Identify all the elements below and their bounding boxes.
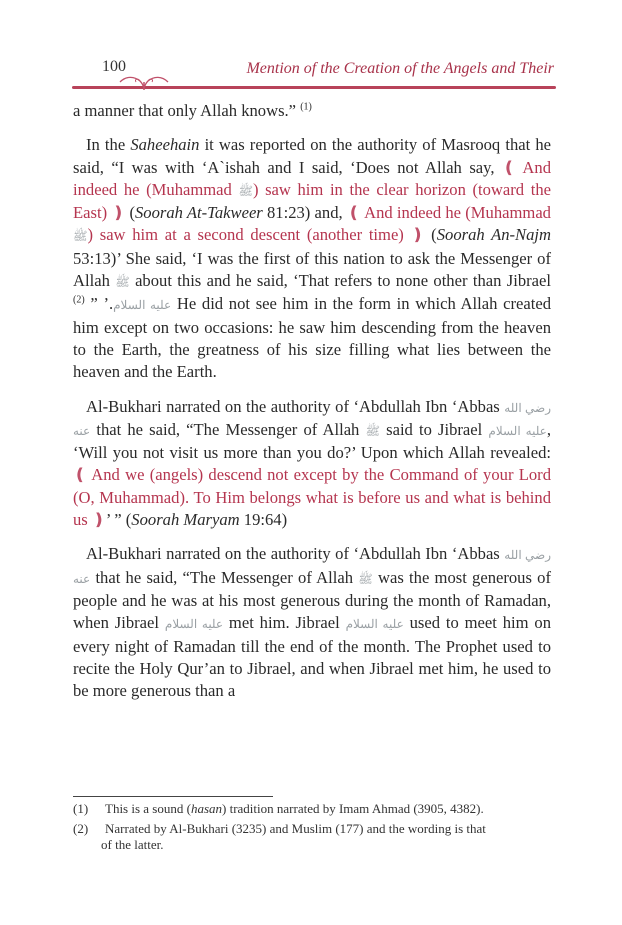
paragraph-masrooq: In the Saheehain it was reported on the authority of Masrooq that he said, “I was with ‘A`ishah and I said, ‘Does not Allah say, ❪ And indeed he (Muhammad ﷺ) saw him in the clear horizon (toward the East) ❫ (Soorah At-Takweer 81:23) and, ❪ And indeed he (Muhammad ﷺ) saw him at a second descent (another time) ❫ (Soorah An-Najm 53:13)’ She said, ‘I was the first of this nation to ask the Messenger of Allah ﷺ about this and he said, ‘That refers to none other than Jibrael عليه السلام.’ ” $^{(2)}$ He did not see him in the form in which Allah created him except on two occasions: he saw him descending from the heaven to the Earth, the greatness of his size filling what lies between the heaven and the Earth.: [73, 135, 551, 382]
soorah-reference: Soorah At-Takweer: [135, 203, 263, 223]
main-text: [73, 100, 551, 702]
footnote-number: (2): [73, 820, 89, 836]
footnote-number: (1): [73, 801, 89, 816]
salutation-icon: ﷺ: [238, 183, 253, 198]
footnote-1: [73, 801, 551, 818]
running-title: Mention of the Creation of the Angels and Their: [246, 60, 554, 77]
salutation-icon: عليه السلام: [345, 617, 404, 632]
footnote-text: Narrated by Al-Bukhari (3235) and Muslim (177) and the wording is that of the latter.: [101, 820, 486, 852]
footnote-ref-1[interactable]: (1): [300, 101, 312, 113]
paragraph-bukhari-1: Al-Bukhari narrated on the authority of ‘Abdullah Ibn ‘Abbas رضي الله عنه that he said, “The Messenger of Allah ﷺ said to Jibrael عليه السلام, ‘Will you not visit us more than you do?’ Upon which Allah revealed: ❪ And we (angels) descend not except by the Command of your Lord (O, Muhammad). To Him belongs what is before us and what is behind us ❫’ ” (Soorah Maryam 19:64): [73, 396, 551, 530]
salutation-icon: رضي الله عنه: [73, 400, 551, 438]
footnote-separator: [73, 796, 273, 797]
soorah-reference: Soorah Maryam: [131, 510, 240, 530]
salutation-icon: ﷺ: [365, 423, 380, 438]
ornament-icon: [116, 72, 172, 90]
quran-open-bracket: ❪: [501, 157, 516, 177]
footnote-text: This is a sound (hasan) tradition narrated by Imam Ahmad (3905, 4382).: [105, 801, 484, 816]
page-number: 100: [102, 58, 126, 75]
footnotes: [73, 801, 551, 857]
salutation-icon: عليه السلام: [113, 298, 172, 313]
quran-close-bracket: ❫: [111, 203, 126, 223]
salutation-icon: رضي الله عنه: [73, 548, 551, 586]
salutation-icon: ﷺ: [73, 229, 88, 244]
paragraph-continuation: a manner that only Allah knows.” $^{(1)}$: [73, 101, 312, 120]
footnote-2: [73, 821, 551, 854]
soorah-reference: Soorah An-Najm: [436, 225, 551, 245]
quran-verse: And indeed he (Muhammad: [73, 157, 551, 199]
page-header: [72, 58, 556, 98]
quran-verse: And indeed he (Muhammad: [360, 203, 551, 223]
footnote-ref-2[interactable]: (2): [73, 294, 85, 306]
salutation-icon: عليه السلام: [164, 617, 224, 632]
paragraph-bukhari-2: Al-Bukhari narrated on the authority of ‘Abdullah Ibn ‘Abbas رضي الله عنه that he said, “The Messenger of Allah ﷺ was the most generous of people and he was at his most generous during the month of Ramadan, when Jibrael عليه السلام met him. Jibrael عليه السلام used to meet him on every night of Ramadan till the end of the month. The Prophet used to recite the Holy Qur’an to Jibrael, and when Jibrael met him, he used to be more generous than a: [73, 544, 551, 701]
salutation-icon: ﷺ: [358, 571, 373, 586]
salutation-icon: ﷺ: [115, 275, 130, 290]
salutation-icon: عليه السلام: [488, 423, 547, 438]
quran-verse: And we (angels) descend not except by the Command of your Lord (O, Muhammad). To Him belongs what is before us and what is behind us: [73, 465, 551, 530]
